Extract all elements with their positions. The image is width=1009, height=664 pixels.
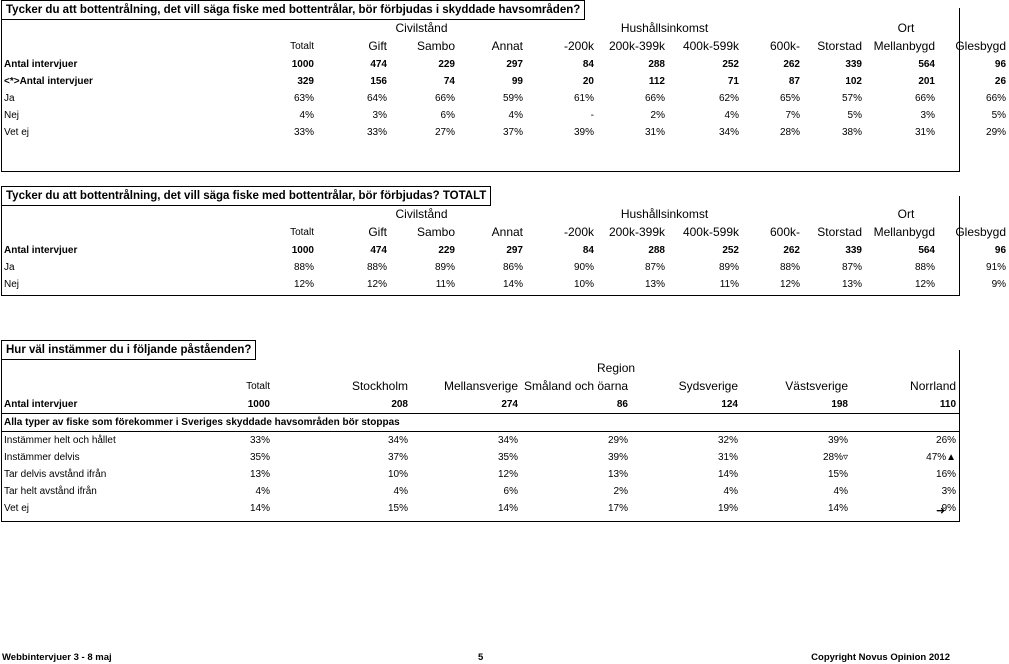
cell: 252: [722, 245, 739, 256]
cell: 14%: [827, 503, 848, 514]
col-header: Gift: [368, 225, 387, 239]
cell: 288: [648, 59, 665, 70]
cell: 474: [370, 245, 387, 256]
table-row: [1, 107, 1009, 124]
cell: 3%: [372, 110, 387, 121]
cell: 66%: [434, 93, 455, 104]
table1-header-row: [1, 37, 1009, 56]
cell: 4%: [299, 110, 314, 121]
cell: 91%: [986, 262, 1007, 273]
col-header: Norrland: [910, 379, 957, 393]
cell: 99: [511, 76, 523, 87]
cell: 47%▲: [926, 452, 957, 463]
group-region: Region: [597, 361, 636, 375]
cell: 39%: [573, 127, 594, 138]
table2-title: Tycker du att bottentrålning, det vill säga fiske med bottentrålar, bör förbjudas? TOTALT: [1, 186, 491, 206]
footer-page-number: 5: [478, 652, 484, 663]
cell: 4%: [723, 486, 738, 497]
cell: 1000: [291, 59, 314, 70]
col-header: Totalt: [246, 381, 270, 392]
cell: 12%: [366, 279, 387, 290]
cell: 12%: [779, 279, 800, 290]
cell: 87%: [644, 262, 665, 273]
cell: 9%: [941, 503, 957, 514]
col-header: Småland och öarna: [524, 379, 629, 393]
cell: 65%: [779, 93, 800, 104]
cell: 3%: [920, 110, 935, 121]
cell: 88%: [366, 262, 387, 273]
cell: 35%: [497, 452, 518, 463]
table-row: [1, 449, 959, 466]
cell: 29%: [986, 127, 1007, 138]
cell: 274: [411, 396, 521, 414]
cell: 124: [631, 396, 741, 414]
row-label: Vet ej: [4, 127, 30, 138]
cell: 14%: [497, 503, 518, 514]
cell: 19%: [717, 503, 738, 514]
row-label: <*>Antal intervjuer: [4, 76, 93, 87]
table3-group-row: [1, 360, 959, 377]
cell: 4%: [393, 486, 408, 497]
cell: 14%: [717, 469, 738, 480]
cell: 31%: [914, 127, 935, 138]
col-header: Sydsverige: [678, 379, 738, 393]
cell: 474: [370, 59, 387, 70]
cell: 156: [370, 76, 387, 87]
cell: 9%: [991, 279, 1007, 290]
cell: 6%: [503, 486, 518, 497]
cell: 12%: [497, 469, 518, 480]
col-header: Sambo: [416, 225, 455, 239]
table3-header-row: [1, 377, 959, 396]
cell: 26: [994, 76, 1007, 87]
cell: 329: [297, 76, 314, 87]
cell: 17%: [607, 503, 628, 514]
col-header: Storstad: [817, 39, 862, 53]
cell: 66%: [644, 93, 665, 104]
cell: 3%: [941, 486, 957, 497]
group-ort: Ort: [897, 207, 915, 221]
cell: 11%: [719, 279, 739, 290]
table-row: [1, 56, 1009, 73]
cell: 13%: [644, 279, 665, 290]
cell: 10%: [387, 469, 408, 480]
row-label: Tar delvis avstånd ifrån: [4, 469, 107, 480]
cell: 14%: [249, 503, 270, 514]
table-row: [1, 466, 959, 483]
col-header: Sambo: [416, 39, 455, 53]
cell: 96: [994, 245, 1007, 256]
table-row: [1, 90, 1009, 107]
table3-title: Hur väl instämmer du i följande påståenden?: [1, 340, 256, 360]
table2-group-row: [1, 206, 1009, 223]
cell: 66%: [986, 93, 1007, 104]
row-label: Antal intervjuer: [4, 245, 78, 256]
col-header: 200k-399k: [608, 39, 665, 53]
cell: 252: [722, 59, 739, 70]
row-label: Nej: [4, 279, 20, 290]
footer-copyright: Copyright Novus Opinion 2012: [811, 652, 950, 663]
col-header: Gift: [368, 39, 387, 53]
table2-header-row: [1, 223, 1009, 242]
table-row: [1, 500, 959, 517]
cell: 35%: [249, 452, 270, 463]
table-row: [1, 276, 1009, 293]
row-label: Nej: [4, 110, 20, 121]
col-header: Glesbygd: [955, 225, 1007, 239]
cell: 5%: [847, 110, 862, 121]
table-row: [1, 432, 959, 450]
cell: 110: [851, 396, 959, 414]
row-label: Vet ej: [4, 503, 30, 514]
cell: -: [590, 110, 594, 121]
cell: 89%: [718, 262, 739, 273]
col-header: Totalt: [290, 227, 314, 238]
cell: 71: [727, 76, 739, 87]
group-hushallsinkomst: Hushållsinkomst: [620, 207, 709, 221]
cell: 262: [783, 245, 800, 256]
cell: 229: [438, 245, 455, 256]
cell: 4%: [833, 486, 848, 497]
cell: 229: [438, 59, 455, 70]
col-header: Glesbygd: [955, 39, 1007, 53]
cell: 37%: [502, 127, 523, 138]
cell: 88%: [293, 262, 314, 273]
col-header: Annat: [491, 39, 523, 53]
cell: 34%: [718, 127, 739, 138]
cell: 11%: [435, 279, 455, 290]
cell: 39%: [827, 435, 848, 446]
cell: 84: [582, 245, 594, 256]
row-label: Antal intervjuer: [1, 396, 211, 414]
cell: 66%: [914, 93, 935, 104]
section-row: [1, 414, 959, 432]
table-row: [1, 73, 1009, 90]
table1-title: Tycker du att bottentrålning, det vill säga fiske med bottentrålar, bör förbjudas i skyddade havsområden?: [1, 0, 585, 20]
cell: 13%: [607, 469, 628, 480]
cell: 13%: [841, 279, 862, 290]
cell: 34%: [387, 435, 408, 446]
cell: 26%: [936, 435, 957, 446]
cell: 37%: [387, 452, 408, 463]
cell: 198: [741, 396, 851, 414]
cell: 14%: [502, 279, 523, 290]
table-row: [1, 396, 959, 414]
footer-left: Webbintervjuer 3 - 8 maj: [2, 652, 112, 663]
cell: 339: [845, 245, 862, 256]
cell: 12%: [914, 279, 935, 290]
col-header: Stockholm: [351, 379, 408, 393]
cell: 96: [994, 59, 1007, 70]
col-header: 200k-399k: [608, 225, 665, 239]
cell: 201: [918, 76, 935, 87]
cell: 61%: [573, 93, 594, 104]
section-label: Alla typer av fiske som förekommer i Sveriges skyddade havsområden bör stoppas: [1, 414, 959, 432]
cell: 4%: [255, 486, 270, 497]
col-header: -200k: [563, 39, 594, 53]
cell: 102: [845, 76, 862, 87]
cell: 15%: [827, 469, 848, 480]
cell: 87: [788, 76, 800, 87]
cell: 297: [506, 245, 523, 256]
cell: 339: [845, 59, 862, 70]
cell: 88%: [779, 262, 800, 273]
cell: 564: [918, 245, 935, 256]
cell: 4%: [508, 110, 523, 121]
cell: 31%: [644, 127, 665, 138]
cell: 112: [648, 76, 665, 87]
cell: 13%: [249, 469, 270, 480]
cell: 62%: [718, 93, 739, 104]
cell: 86: [521, 396, 631, 414]
table1: [1, 20, 1009, 141]
row-label: Instämmer delvis: [4, 452, 80, 463]
cell: 33%: [249, 435, 270, 446]
cell: 32%: [717, 435, 738, 446]
arrow-right-icon[interactable]: ➜: [936, 505, 946, 517]
cell: 64%: [366, 93, 387, 104]
table1-group-row: [1, 20, 1009, 37]
group-civilstand: Civilstånd: [395, 21, 448, 35]
cell: 10%: [573, 279, 594, 290]
cell: 288: [648, 245, 665, 256]
table2: [1, 206, 1009, 293]
cell: 5%: [991, 110, 1007, 121]
cell: 88%: [914, 262, 935, 273]
table-row: [1, 242, 1009, 259]
col-header: Totalt: [290, 41, 314, 52]
row-label: Ja: [4, 262, 15, 273]
col-header: Mellanbygd: [873, 225, 935, 239]
cell: 87%: [841, 262, 862, 273]
row-label: Tar helt avstånd ifrån: [4, 486, 97, 497]
cell: 63%: [293, 93, 314, 104]
cell: 34%: [497, 435, 518, 446]
table-row: [1, 483, 959, 500]
cell: 27%: [434, 127, 455, 138]
col-header: Mellanbygd: [873, 39, 935, 53]
cell: 31%: [717, 452, 738, 463]
cell: 33%: [293, 127, 314, 138]
col-header: Västsverige: [785, 379, 848, 393]
col-header: Annat: [491, 225, 523, 239]
table3: [1, 360, 959, 517]
col-header: Storstad: [817, 225, 862, 239]
cell: 38%: [841, 127, 862, 138]
table-row: [1, 259, 1009, 276]
cell: 29%: [607, 435, 628, 446]
table-row: [1, 124, 1009, 141]
cell: 28%▿: [822, 452, 848, 463]
row-label: Ja: [4, 93, 15, 104]
cell: 1000: [211, 396, 273, 414]
group-ort: Ort: [897, 21, 915, 35]
cell: 4%: [724, 110, 739, 121]
col-header: 600k-: [769, 39, 800, 53]
col-header: 600k-: [769, 225, 800, 239]
cell: 262: [783, 59, 800, 70]
cell: 89%: [434, 262, 455, 273]
cell: 84: [582, 59, 594, 70]
cell: 16%: [936, 469, 957, 480]
col-header: -200k: [563, 225, 594, 239]
cell: 12%: [293, 279, 314, 290]
cell: 28%: [779, 127, 800, 138]
group-civilstand: Civilstånd: [395, 207, 448, 221]
cell: 33%: [366, 127, 387, 138]
cell: 1000: [291, 245, 314, 256]
col-header: 400k-599k: [682, 225, 739, 239]
cell: 57%: [841, 93, 862, 104]
cell: 74: [443, 76, 455, 87]
cell: 20: [582, 76, 594, 87]
row-label: Antal intervjuer: [4, 59, 78, 70]
cell: 208: [273, 396, 411, 414]
cell: 2%: [613, 486, 628, 497]
cell: 15%: [387, 503, 408, 514]
cell: 86%: [502, 262, 523, 273]
row-label: Instämmer helt och hållet: [4, 435, 116, 446]
cell: 7%: [785, 110, 800, 121]
cell: 90%: [573, 262, 594, 273]
cell: 6%: [440, 110, 455, 121]
cell: 564: [918, 59, 935, 70]
col-header: Mellansverige: [443, 379, 518, 393]
cell: 2%: [650, 110, 665, 121]
group-hushallsinkomst: Hushållsinkomst: [620, 21, 709, 35]
col-header: 400k-599k: [682, 39, 739, 53]
cell: 297: [506, 59, 523, 70]
cell: 39%: [607, 452, 628, 463]
cell: 59%: [502, 93, 523, 104]
